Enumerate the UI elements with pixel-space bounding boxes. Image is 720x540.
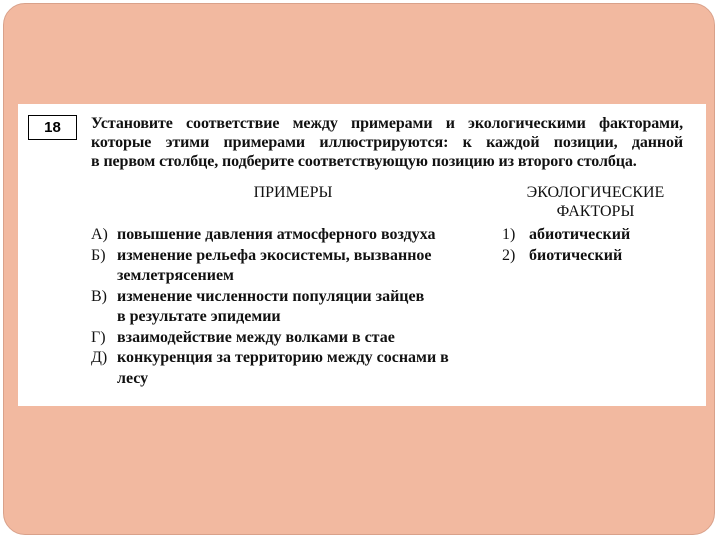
example-text-line: повышение давления атмосферного воздуха — [117, 226, 436, 243]
example-text-line: изменение численности популяции зайцев — [117, 287, 425, 305]
example-letter: А) — [91, 226, 108, 243]
factor-item-1 — [502, 225, 692, 246]
instruction-line: Установите соответствие между примерами и экологическими факторами, — [91, 115, 683, 132]
example-text — [117, 328, 471, 349]
factor-number: 1) — [502, 226, 516, 243]
factors-list — [502, 225, 692, 266]
instruction-line: которые этими примерами иллюстрируются: к каждой позиции, данной — [91, 134, 683, 151]
factor-text: биотический — [529, 246, 623, 264]
factors-heading — [508, 183, 683, 221]
example-letter: Д) — [91, 349, 108, 366]
factor-number: 2) — [502, 246, 516, 264]
example-text — [117, 348, 471, 389]
factor-text: абиотический — [529, 226, 631, 243]
instruction-line: в первом столбце, подберите соответствующую позицию из второго столбца. — [91, 153, 637, 170]
example-item-a — [91, 225, 471, 246]
examples-heading: ПРИМЕРЫ — [253, 184, 333, 201]
example-text-line: в результате эпидемии — [117, 308, 281, 325]
example-item-v — [91, 287, 471, 328]
example-item-b — [91, 246, 471, 287]
example-text — [117, 246, 471, 287]
example-text-line: землетрясением — [117, 267, 234, 284]
factors-heading-line: ФАКТОРЫ — [556, 203, 635, 220]
examples-list — [91, 225, 471, 389]
example-text-line: конкуренция за территорию между соснами в — [117, 349, 449, 366]
example-text — [117, 287, 471, 328]
example-letter: В) — [91, 287, 107, 305]
example-letter: Г) — [91, 328, 106, 346]
task-number: 18 — [28, 115, 77, 140]
task-instruction — [91, 114, 683, 171]
example-text-line: взаимодействие между волками в стае — [117, 328, 395, 346]
example-text-line: изменение рельефа экосистемы, вызванное — [117, 246, 432, 264]
example-letter: Б) — [91, 246, 106, 264]
example-item-d — [91, 348, 471, 389]
example-text-line: лесу — [117, 369, 149, 387]
task-sheet — [18, 104, 706, 406]
factors-heading-line: ЭКОЛОГИЧЕСКИЕ — [526, 184, 665, 201]
example-text — [117, 225, 471, 246]
factor-item-2 — [502, 246, 692, 267]
example-item-g — [91, 328, 471, 349]
